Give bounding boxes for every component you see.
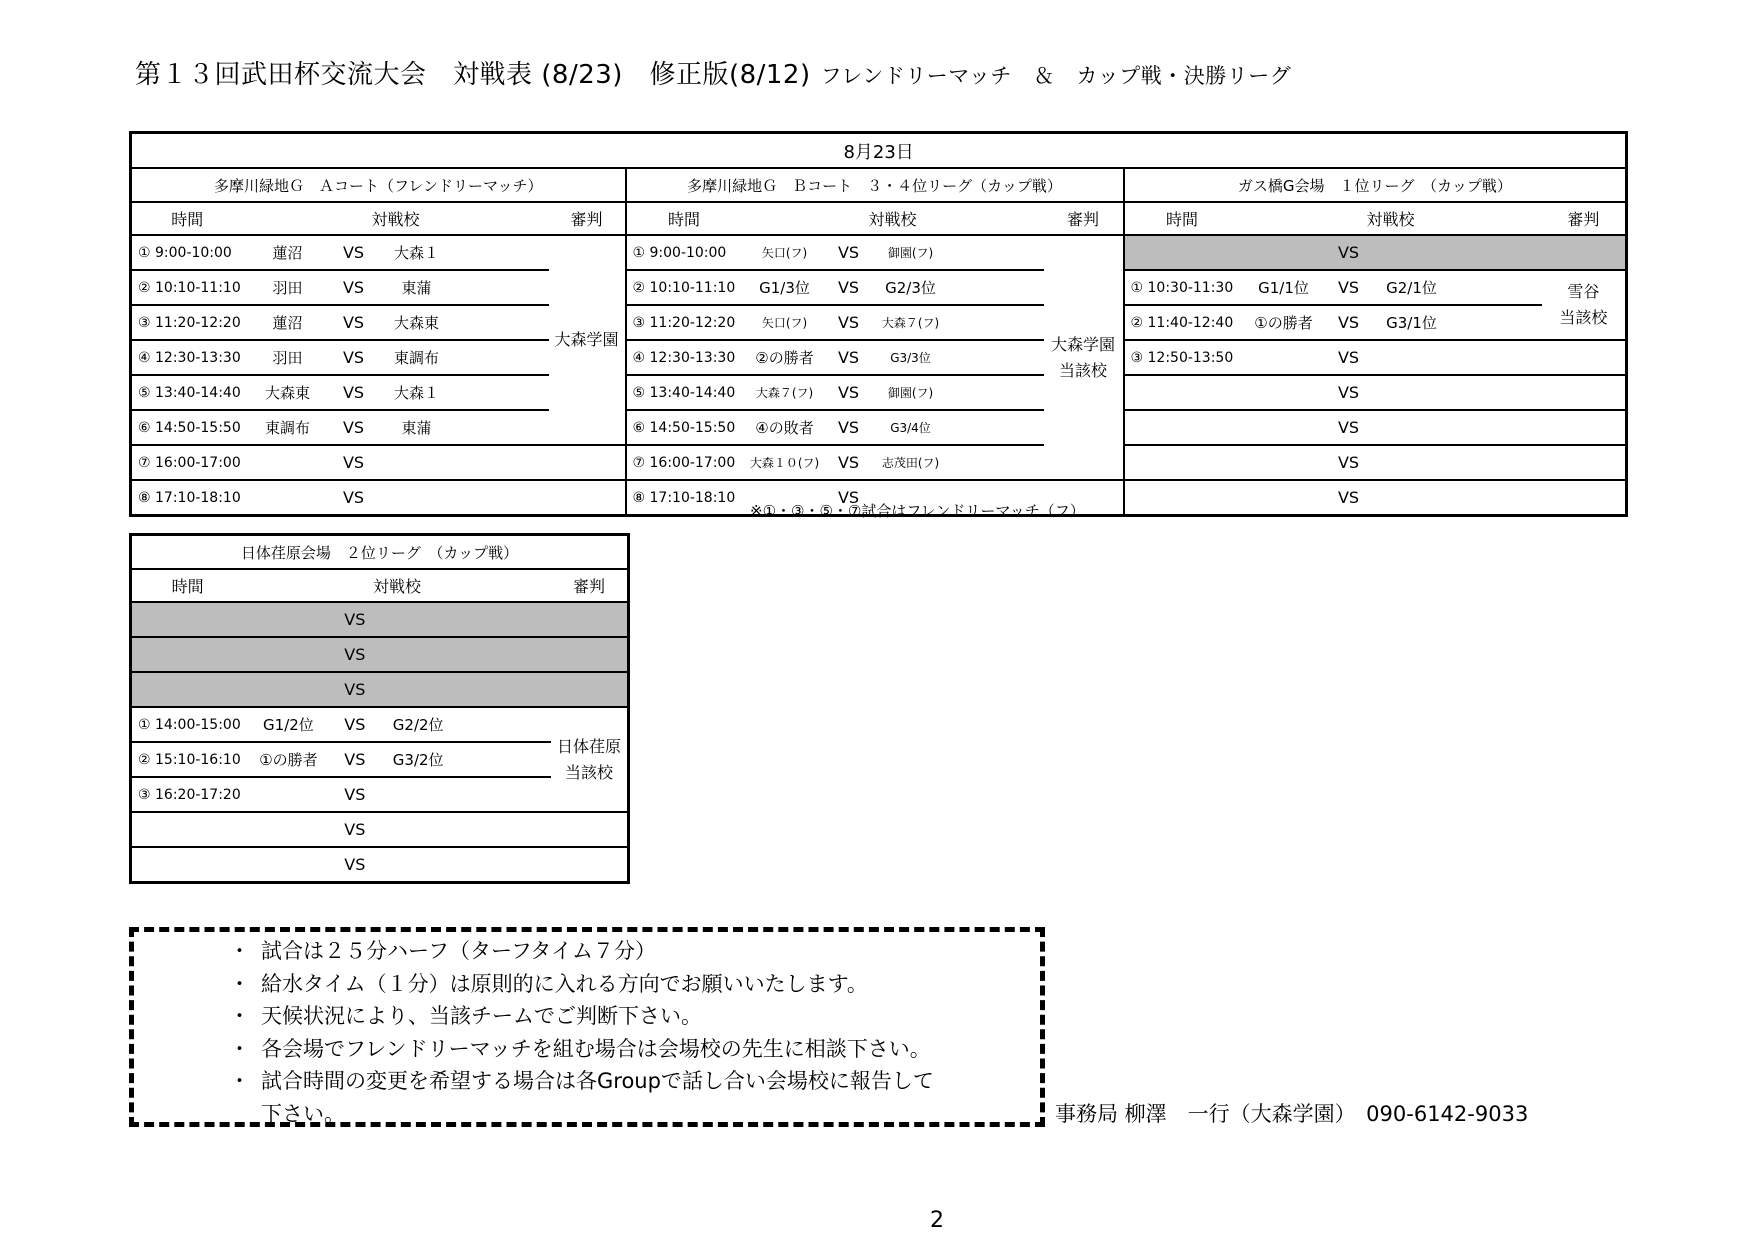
referee-line2: 当該校 xyxy=(564,762,613,782)
header-referee: 審判 xyxy=(551,569,629,602)
referee-cell xyxy=(1542,375,1627,410)
away-team xyxy=(1370,410,1454,445)
blank-cell xyxy=(1454,305,1542,340)
header-teams: 対戦校 xyxy=(742,202,1044,235)
table-row xyxy=(131,410,1627,445)
referee-line2: 当該校 xyxy=(1058,360,1107,380)
referee-cell xyxy=(551,812,629,847)
vs-label: VS xyxy=(1328,235,1370,270)
vs-label: VS xyxy=(1337,488,1360,507)
blank-cell xyxy=(459,375,549,410)
vs-label: VS xyxy=(342,488,365,507)
match-time: ④ 12:30-13:30 xyxy=(131,340,243,375)
blank-cell xyxy=(459,270,549,305)
referee-line2: 当該校 xyxy=(1559,308,1608,327)
match-time: ② 10:10-11:10 xyxy=(626,270,742,305)
note-item xyxy=(229,1000,934,1033)
referee-cell xyxy=(551,602,629,637)
header-time: 時間 xyxy=(1124,202,1240,235)
blank-cell xyxy=(952,340,1044,375)
note-bullet: ・ xyxy=(229,1036,250,1061)
away-team: 御園(フ) xyxy=(870,375,952,410)
referee-line1: 日体荏原 xyxy=(556,736,621,756)
blank-cell xyxy=(460,637,551,672)
away-team: G2/1位 xyxy=(1370,270,1454,305)
home-team: ④の敗者 xyxy=(742,410,828,445)
vs-label: VS xyxy=(334,672,376,707)
table-row xyxy=(131,847,629,883)
vs-label: VS xyxy=(334,637,376,672)
referee-line1: 雪谷 xyxy=(1567,282,1600,301)
table-row xyxy=(131,235,1627,270)
nittai-table xyxy=(129,533,630,884)
blank-cell xyxy=(1454,340,1542,375)
away-team: G3/1位 xyxy=(1370,305,1454,340)
note-item xyxy=(229,935,934,968)
blank-cell xyxy=(1454,445,1542,480)
home-team: 矢口(フ) xyxy=(742,305,828,340)
header-time: 時間 xyxy=(626,202,742,235)
blank-cell xyxy=(1454,235,1542,270)
home-team xyxy=(1240,445,1328,480)
home-team: ①の勝者 xyxy=(1240,305,1328,340)
away-team xyxy=(376,812,461,847)
home-team: ①の勝者 xyxy=(243,742,334,777)
vs-label: VS xyxy=(333,445,375,480)
match-time: ② 15:10-16:10 xyxy=(131,742,244,777)
away-team xyxy=(375,480,459,516)
vs-label: VS xyxy=(333,410,375,445)
home-team xyxy=(243,602,334,637)
away-team: G2/3位 xyxy=(870,270,952,305)
match-time xyxy=(1124,410,1240,445)
referee-cell xyxy=(551,707,629,812)
note-text: 給水タイム（１分）は原則的に入れる方向でお願いいたします。 xyxy=(261,971,868,996)
table-row xyxy=(131,812,629,847)
home-team: 蓮沼 xyxy=(243,305,333,340)
blank-cell xyxy=(460,602,551,637)
away-team: G3/2位 xyxy=(376,742,461,777)
home-team xyxy=(243,445,333,480)
blank-cell xyxy=(460,707,551,742)
home-team xyxy=(243,812,334,847)
referee-cell: 大森学園 xyxy=(549,235,626,445)
away-team xyxy=(376,602,461,637)
vs-label: VS xyxy=(828,235,870,270)
home-team: 蓮沼 xyxy=(243,235,333,270)
match-time: ③ 11:20-12:20 xyxy=(131,305,243,340)
vs-label: VS xyxy=(1328,305,1370,340)
vs-label: VS xyxy=(334,742,376,777)
friendly-match-footnote: ※①・③・⑤・⑦試合はフレンドリーマッチ（フ） xyxy=(750,502,1085,520)
header-teams: 対戦校 xyxy=(1240,202,1542,235)
referee-cell xyxy=(1542,410,1627,445)
away-team xyxy=(376,637,461,672)
blank-cell xyxy=(952,235,1044,270)
note-bullet: ・ xyxy=(229,1004,250,1028)
match-time: ③ 11:20-12:20 xyxy=(626,305,742,340)
table-row xyxy=(131,340,1627,375)
referee-cell xyxy=(549,480,626,516)
blank-cell xyxy=(460,847,551,883)
referee-cell xyxy=(551,637,629,672)
home-team: 大森７(フ) xyxy=(742,375,828,410)
home-team: G1/3位 xyxy=(742,270,828,305)
contact-info: 事務局 柳澤 一行（大森学園） 090-6142-9033 xyxy=(1055,1102,1529,1126)
home-team: ②の勝者 xyxy=(742,340,828,375)
match-time xyxy=(131,602,244,637)
table-row xyxy=(131,602,629,637)
referee-cell xyxy=(551,672,629,707)
match-time: ③ 16:20-17:20 xyxy=(131,777,244,812)
blank-cell xyxy=(459,340,549,375)
note-text: 各会場でフレンドリーマッチを組む場合は会場校の先生に相談下さい。 xyxy=(261,1036,931,1061)
away-team xyxy=(376,672,461,707)
blank-cell xyxy=(459,445,549,480)
note-bullet: ・ xyxy=(229,939,250,963)
away-team: G2/2位 xyxy=(376,707,461,742)
match-time: ⑦ 16:00-17:00 xyxy=(626,445,742,480)
note-text: 試合時間の変更を希望する場合は各Groupで話し合い会場校に報告して xyxy=(261,1069,934,1093)
blank-cell xyxy=(1454,270,1542,305)
away-team xyxy=(1370,340,1454,375)
vs-label: VS xyxy=(334,602,376,637)
home-team: 羽田 xyxy=(243,270,333,305)
venue-nittai: 日体荏原会場 ２位リーグ （カップ戦） xyxy=(131,535,629,570)
match-time: ⑥ 14:50-15:50 xyxy=(626,410,742,445)
vs-label: VS xyxy=(1328,340,1370,375)
match-time xyxy=(1124,445,1240,480)
home-team xyxy=(243,672,334,707)
venue-court-a: 多摩川緑地Ｇ Ａコート（フレンドリーマッチ） xyxy=(131,168,626,202)
blank-cell xyxy=(459,305,549,340)
match-time: ② 10:10-11:10 xyxy=(131,270,243,305)
match-time: ① 9:00-10:00 xyxy=(131,235,243,270)
match-time xyxy=(1124,375,1240,410)
away-team xyxy=(376,777,461,812)
referee-cell xyxy=(1542,270,1627,340)
away-team: 東調布 xyxy=(375,340,459,375)
blank-cell xyxy=(952,410,1044,445)
vs-label: VS xyxy=(333,270,375,305)
home-team xyxy=(243,480,333,516)
note-bullet: ・ xyxy=(229,971,250,996)
vs-label: VS xyxy=(344,855,366,874)
match-time: ① 10:30-11:30 xyxy=(1124,270,1240,305)
vs-label: VS xyxy=(828,340,870,375)
blank-cell xyxy=(1454,375,1542,410)
home-team: 矢口(フ) xyxy=(742,235,828,270)
home-team xyxy=(1240,235,1328,270)
blank-cell xyxy=(952,305,1044,340)
match-time xyxy=(1124,235,1240,270)
notes-box xyxy=(129,927,1045,1127)
away-team: G3/3位 xyxy=(870,340,952,375)
home-team: 大森１０(フ) xyxy=(742,445,828,480)
vs-label: VS xyxy=(334,812,376,847)
vs-label: VS xyxy=(334,777,376,812)
blank-cell xyxy=(460,777,551,812)
away-team: 御園(フ) xyxy=(870,235,952,270)
match-time: ① 14:00-15:00 xyxy=(131,707,244,742)
match-time: ④ 12:30-13:30 xyxy=(626,340,742,375)
away-team xyxy=(375,445,459,480)
blank-cell xyxy=(1454,480,1542,516)
referee-cell xyxy=(1542,340,1627,375)
referee-cell xyxy=(1542,235,1627,270)
away-team: 大森７(フ) xyxy=(870,305,952,340)
match-time: ① 9:00-10:00 xyxy=(626,235,742,270)
note-text: 天候状況により、当該チームでご判断下さい。 xyxy=(261,1004,702,1028)
match-time xyxy=(131,847,244,883)
home-team xyxy=(1240,410,1328,445)
home-team: 羽田 xyxy=(243,340,333,375)
table-row xyxy=(131,375,1627,410)
header-referee: 審判 xyxy=(549,202,626,235)
table-row xyxy=(131,305,1627,340)
vs-label: VS xyxy=(333,375,375,410)
vs-label: VS xyxy=(837,488,860,507)
blank-cell xyxy=(1454,410,1542,445)
match-time: ⑤ 13:40-14:40 xyxy=(131,375,243,410)
header-time: 時間 xyxy=(131,569,244,602)
referee-line1: 大森学園 xyxy=(1050,334,1115,354)
blank-cell xyxy=(952,270,1044,305)
away-team: 大森１ xyxy=(375,235,459,270)
away-team xyxy=(1370,375,1454,410)
away-team: 大森東 xyxy=(375,305,459,340)
blank-cell xyxy=(459,235,549,270)
header-teams: 対戦校 xyxy=(243,569,551,602)
table-row xyxy=(131,707,629,742)
notes-list xyxy=(229,935,934,1130)
home-team xyxy=(1240,340,1328,375)
match-time: ⑧ 17:10-18:10 xyxy=(138,489,241,506)
venue-court-b: 多摩川緑地Ｇ Ｂコート ３・４位リーグ（カップ戦） xyxy=(626,168,1124,202)
header-teams: 対戦校 xyxy=(243,202,549,235)
vs-label: VS xyxy=(333,340,375,375)
away-team: 大森１ xyxy=(375,375,459,410)
referee-cell xyxy=(549,445,626,480)
referee-cell xyxy=(1044,235,1124,480)
note-bullet: ・ xyxy=(229,1069,250,1093)
away-team: 東蒲 xyxy=(375,270,459,305)
match-time: ⑧ 17:10-18:10 xyxy=(632,489,736,506)
note-item xyxy=(229,1098,934,1131)
blank-cell xyxy=(460,672,551,707)
match-time: ⑤ 13:40-14:40 xyxy=(626,375,742,410)
note-text: 試合は２５分ハーフ（ターフタイム７分） xyxy=(261,939,657,963)
table-row xyxy=(131,637,629,672)
home-team xyxy=(243,847,334,883)
vs-label: VS xyxy=(828,270,870,305)
match-time: ③ 12:50-13:50 xyxy=(1124,340,1240,375)
match-time xyxy=(1124,480,1240,516)
home-team xyxy=(1240,375,1328,410)
vs-label: VS xyxy=(828,445,870,480)
venue-gasubashi: ガス橋G会場 １位リーグ （カップ戦） xyxy=(1124,168,1627,202)
note-text: 下さい。 xyxy=(261,1101,345,1126)
vs-label: VS xyxy=(1328,375,1370,410)
table-row xyxy=(131,270,1627,305)
away-team xyxy=(1370,480,1454,516)
note-item xyxy=(229,968,934,1001)
schedule-table xyxy=(129,131,1628,517)
vs-label: VS xyxy=(828,375,870,410)
vs-label: VS xyxy=(1328,270,1370,305)
vs-label: VS xyxy=(333,235,375,270)
vs-label: VS xyxy=(1328,445,1370,480)
match-time: ⑦ 16:00-17:00 xyxy=(131,445,243,480)
away-team: 東蒲 xyxy=(375,410,459,445)
home-team: G1/1位 xyxy=(1240,270,1328,305)
referee-cell xyxy=(1542,445,1627,480)
page-number: 2 xyxy=(930,1208,944,1233)
header-referee: 審判 xyxy=(1542,202,1627,235)
schedule-date: 8月23日 xyxy=(131,133,1627,169)
vs-label: VS xyxy=(828,305,870,340)
home-team: G1/2位 xyxy=(243,707,334,742)
away-team: G3/4位 xyxy=(870,410,952,445)
away-team: 志茂田(フ) xyxy=(870,445,952,480)
blank-cell xyxy=(952,375,1044,410)
match-time: ② 11:40-12:40 xyxy=(1124,305,1240,340)
title-sub: フレンドリーマッチ ＆ カップ戦・決勝リーグ xyxy=(820,64,1292,88)
referee-cell xyxy=(551,847,629,883)
vs-label: VS xyxy=(1328,410,1370,445)
vs-label: VS xyxy=(334,707,376,742)
away-team xyxy=(1370,445,1454,480)
match-time xyxy=(131,672,244,707)
match-time: ⑥ 14:50-15:50 xyxy=(131,410,243,445)
blank-cell xyxy=(459,410,549,445)
header-referee: 審判 xyxy=(1044,202,1124,235)
home-team: 東調布 xyxy=(243,410,333,445)
match-time xyxy=(131,637,244,672)
table-row xyxy=(131,445,1627,480)
blank-cell xyxy=(460,812,551,847)
note-item xyxy=(229,1033,934,1066)
away-team xyxy=(376,847,461,883)
home-team: 大森東 xyxy=(243,375,333,410)
home-team xyxy=(243,777,334,812)
home-team xyxy=(243,637,334,672)
blank-cell xyxy=(459,480,549,516)
match-time xyxy=(131,812,244,847)
away-team xyxy=(1370,235,1454,270)
referee-cell xyxy=(1542,480,1627,516)
home-team xyxy=(1240,480,1328,516)
page-title xyxy=(135,54,1291,91)
blank-cell xyxy=(460,742,551,777)
title-main: 第１３回武田杯交流大会 対戦表 (8/23) 修正版(8/12) xyxy=(135,60,811,90)
blank-cell xyxy=(952,445,1044,480)
vs-label: VS xyxy=(333,305,375,340)
header-time: 時間 xyxy=(131,202,243,235)
vs-label: VS xyxy=(828,410,870,445)
table-row xyxy=(131,672,629,707)
note-item xyxy=(229,1065,934,1098)
